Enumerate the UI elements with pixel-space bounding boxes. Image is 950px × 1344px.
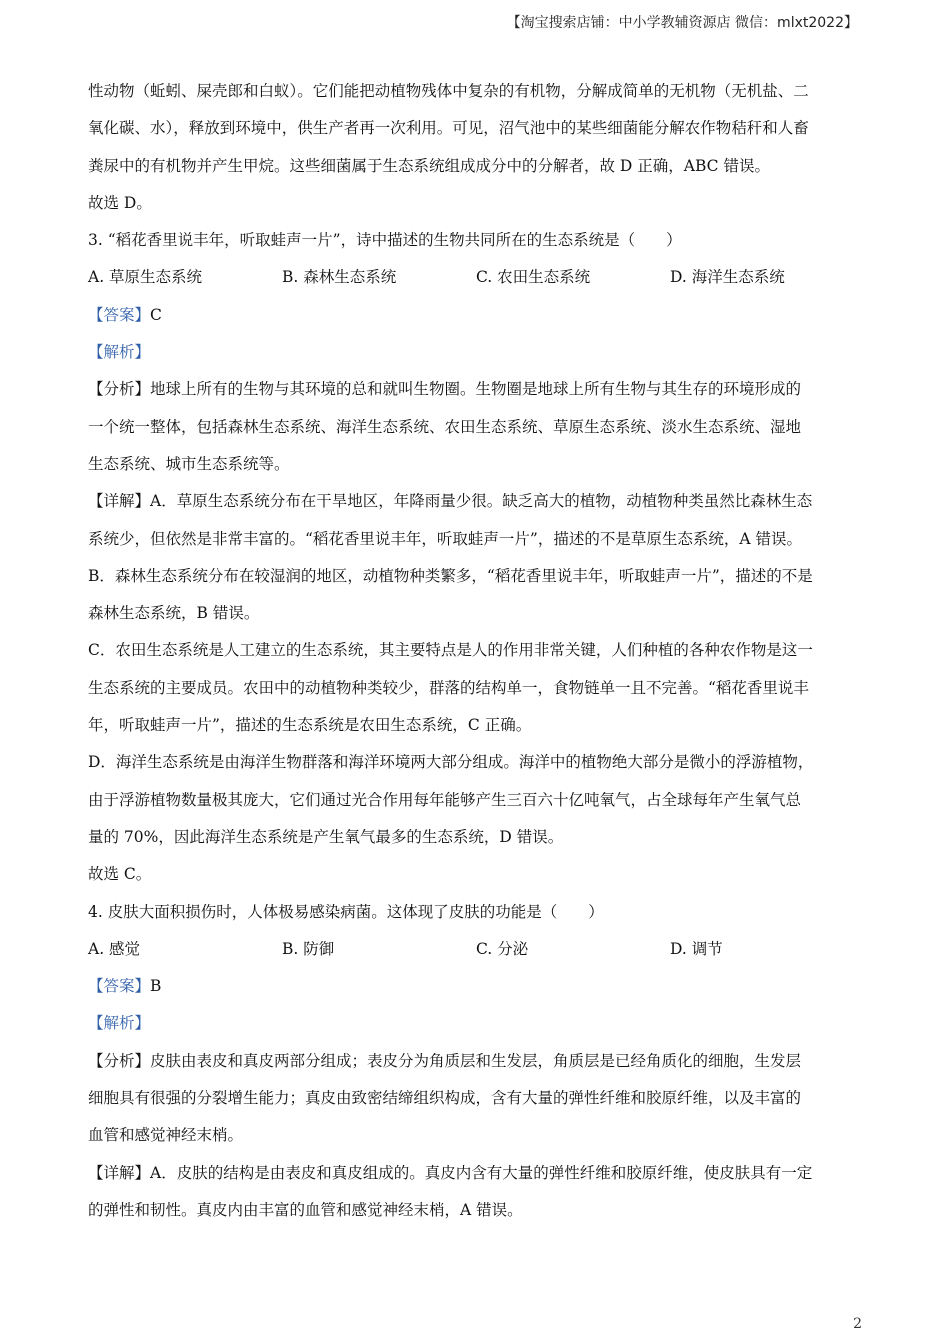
q3-detail-line <box>88 483 864 520</box>
detail-label: 【详解】 <box>88 1163 151 1182</box>
q4-option-c: C. 分泌 <box>476 939 529 958</box>
text-line: 系统少，但依然是非常丰富的。“稻花香里说丰年，听取蛙声一片”，描述的不是草原生态系统，A 错误。 <box>88 529 802 548</box>
q4-analysis-heading <box>88 1005 864 1042</box>
q4-options <box>88 931 864 968</box>
detail-label: 【详解】 <box>88 492 151 511</box>
text-line: 年，听取蛙声一片”，描述的生态系统是农田生态系统，C 正确。 <box>88 716 532 735</box>
q3-option-d: D. 海洋生态系统 <box>670 268 785 287</box>
fenxi-label: 【分析】 <box>88 380 151 399</box>
document-body <box>88 73 864 1229</box>
text-line: B．森林生态系统分布在较湿润的地区，动植物种类繁多，“稻花香里说丰年，听取蛙声一片”，描述的不是 <box>88 566 813 585</box>
text-line: 量的 70%，因此海洋生态系统是产生氧气最多的生态系统，D 错误。 <box>88 827 564 846</box>
page-header: 【淘宝搜索店铺：中小学教辅资源店 微信：mlxt2022】 <box>506 15 858 31</box>
q3-options <box>88 259 864 296</box>
q4-option-b: B. 防御 <box>282 939 335 958</box>
analysis-label: 【解析】 <box>88 1014 151 1033</box>
answer-label: 【答案】 <box>88 305 151 324</box>
q4-answer <box>88 968 864 1005</box>
text-line: 地球上所有的生物与其环境的总和就叫生物圈。生物圈是地球上所有生物与其生存的环境形成的 <box>150 380 802 399</box>
q4-detail-line <box>88 1155 864 1192</box>
q3-fenxi-line <box>88 371 864 408</box>
text-line: C．农田生态系统是人工建立的生态系统，其主要特点是人的作用非常关键，人们种植的各种农作物是这一 <box>88 641 813 660</box>
q3-analysis-heading <box>88 334 864 371</box>
text-line: 故选 C。 <box>88 865 152 884</box>
text-line: A．草原生态系统分布在干旱地区，年降雨量少很。缺乏高大的植物，动植物种类虽然比森林生态 <box>150 492 813 511</box>
text-line: 故选 D。 <box>88 193 152 212</box>
text-line: 森林生态系统，B 错误。 <box>88 604 260 623</box>
text-line: 皮肤由表皮和真皮两部分组成；表皮分为角质层和生发层，角质层是已经角质化的细胞，生发层 <box>150 1051 802 1070</box>
text-line: 氧化碳、水），释放到环境中，供生产者再一次利用。可见，沼气池中的某些细菌能分解农作物秸秆和人畜 <box>88 119 809 138</box>
text-line: 由于浮游植物数量极其庞大，它们通过光合作用每年能够产生三百六十亿吨氧气，占全球每年产生氧气总 <box>88 790 802 809</box>
answer-value: B <box>150 977 162 996</box>
analysis-label: 【解析】 <box>88 343 151 362</box>
q4-option-a: A. 感觉 <box>88 939 141 958</box>
answer-label: 【答案】 <box>88 977 151 996</box>
question-3: 3. “稻花香里说丰年，听取蛙声一片”，诗中描述的生物共同所在的生态系统是（ ） <box>88 231 682 250</box>
page-number: 2 <box>853 1316 862 1332</box>
text-line: 血管和感觉神经末梢。 <box>88 1126 244 1145</box>
text-line: 生态系统、城市生态系统等。 <box>88 454 290 473</box>
q4-option-d: D. 调节 <box>670 939 723 958</box>
text-line: 一个统一整体，包括森林生态系统、海洋生态系统、农田生态系统、草原生态系统、淡水生态系统、湿地 <box>88 417 802 436</box>
text-line: 性动物（蚯蚓、屎壳郎和白蚁）。它们能把动植物残体中复杂的有机物，分解成简单的无机物（无机盐、二 <box>88 82 809 100</box>
text-line: 的弹性和韧性。真皮内由丰富的血管和感觉神经末梢，A 错误。 <box>88 1200 523 1219</box>
answer-value: C <box>150 305 162 324</box>
text-line: 细胞具有很强的分裂增生能力；真皮由致密结缔组织构成，含有大量的弹性纤维和胶原纤维，以及丰富的 <box>88 1089 802 1108</box>
text-line: D．海洋生态系统是由海洋生物群落和海洋环境两大部分组成。海洋中的植物绝大部分是微小的浮游植物， <box>88 753 814 772</box>
question-4: 4. 皮肤大面积损伤时，人体极易感染病菌。这体现了皮肤的功能是（ ） <box>88 902 604 921</box>
q3-option-b: B. 森林生态系统 <box>282 268 397 287</box>
q4-fenxi-line <box>88 1043 864 1080</box>
q3-option-c: C. 农田生态系统 <box>476 268 591 287</box>
text-line: 粪尿中的有机物并产生甲烷。这些细菌属于生态系统组成成分中的分解者，故 D 正确，ABC 错误。 <box>88 156 770 175</box>
text-line: A．皮肤的结构是由表皮和真皮组成的。真皮内含有大量的弹性纤维和胶原纤维，使皮肤具有一定 <box>150 1163 813 1182</box>
q3-answer <box>88 297 864 334</box>
q3-option-a: A. 草原生态系统 <box>88 268 203 287</box>
text-line: 生态系统的主要成员。农田中的动植物种类较少，群落的结构单一，食物链单一且不完善。“稻花香里说丰 <box>88 678 809 697</box>
fenxi-label: 【分析】 <box>88 1051 151 1070</box>
